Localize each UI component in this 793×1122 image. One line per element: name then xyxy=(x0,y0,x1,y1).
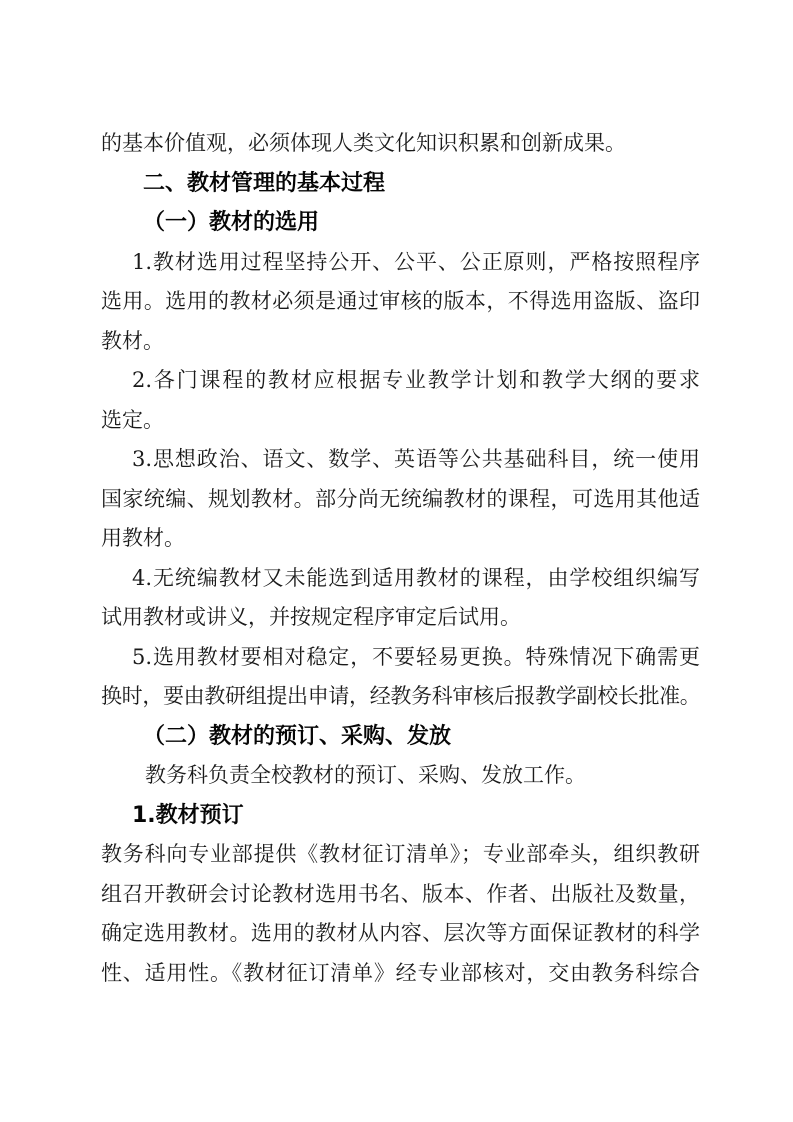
paragraph xyxy=(101,756,700,796)
paragraph xyxy=(101,638,700,717)
heading xyxy=(101,203,700,243)
text-line: 的基本价值观，必须体现人类文化知识积累和创新成果。 xyxy=(101,131,626,155)
paragraph xyxy=(101,243,700,362)
text-line: 1.教材选用过程坚持公开、公平、公正原则，严格按照程序 xyxy=(132,249,700,274)
text-line: （一）教材的选用 xyxy=(143,210,320,235)
paragraph xyxy=(101,361,700,440)
heading xyxy=(101,164,700,204)
paragraph xyxy=(101,440,700,559)
paragraph xyxy=(101,124,700,164)
text-line: 4.无统编教材又未能选到适用教材的课程，由学校组织编写 xyxy=(132,565,700,590)
text-line: 确定选用教材。选用的教材从内容、层次等方面保证教材的科学 xyxy=(101,921,700,945)
text-line: 用教材。 xyxy=(101,526,185,550)
text-line: 2.各门课程的教材应根据专业教学计划和教学大纲的要求 xyxy=(132,368,700,392)
paragraph xyxy=(101,559,700,638)
paragraph xyxy=(101,835,700,993)
text-line: 换时，要由教研组提出申请，经教务科审核后报教学副校长批准。 xyxy=(101,684,700,708)
text-line: 组召开教研会讨论教材选用书名、版本、作者、出版社及数量， xyxy=(101,881,700,906)
heading xyxy=(101,717,700,757)
text-line: 教务科负责全校教材的预订、采购、发放工作。 xyxy=(145,763,586,787)
text-line: 二、教材管理的基本过程 xyxy=(143,170,386,196)
text-line: 1.教材预订 xyxy=(132,802,244,828)
text-line: （二）教材的预订、采购、发放 xyxy=(143,723,452,749)
text-line: 性、适用性。《教材征订清单》经专业部核对，交由教务科综合 xyxy=(101,960,700,985)
text-line: 3.思想政治、语文、数学、英语等公共基础科目，统一使用 xyxy=(132,447,700,471)
text-line: 5.选用教材要相对稳定，不要轻易更换。特殊情况下确需更 xyxy=(132,644,700,669)
text-line: 试用教材或讲义，并按规定程序审定后试用。 xyxy=(101,605,521,629)
text-line: 教材。 xyxy=(101,328,164,353)
document-body xyxy=(101,124,700,993)
heading xyxy=(101,796,700,836)
text-line: 教务科向专业部提供《教材征订清单》；专业部牵头，组织教研 xyxy=(101,842,700,866)
text-line: 选用。选用的教材必须是通过审核的版本，不得选用盗版、盗印 xyxy=(101,289,700,313)
text-line: 选定。 xyxy=(101,407,164,432)
text-line: 国家统编、规划教材。部分尚无统编教材的课程，可选用其他适 xyxy=(101,486,700,511)
